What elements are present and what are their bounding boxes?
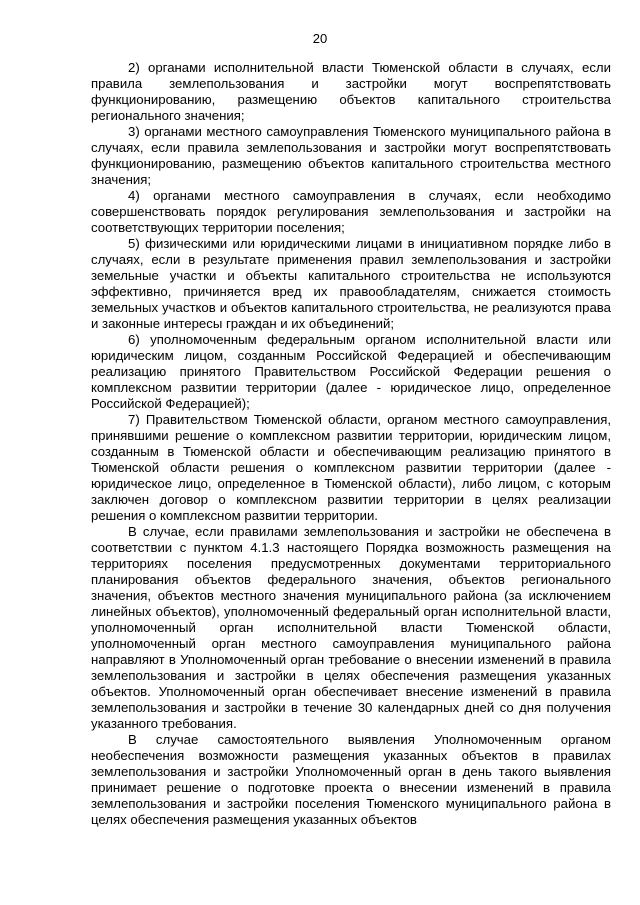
paragraph-item-6: 6) уполномоченным федеральным органом исполнительной власти или юридическим лицом, созданным Российской Федерацией и обеспечивающим реализацию принятого Правительством Российской Федерации решения о комплексном развитии территории (далее - юридическое лицо, определенное Российской Федерацией); [91, 332, 611, 411]
paragraph-item-2: 2) органами исполнительной власти Тюменской области в случаях, если правила землепользования и застройки могут воспрепятствовать функционированию, размещению объектов капитального строительства регионального значения; [91, 60, 611, 123]
paragraph-item-7: 7) Правительством Тюменской области, органом местного самоуправления, принявшими решение о комплексном развитии территории, юридическим лицом, созданным в Тюменской области и обеспечивающим реализацию принятого в Тюменской области решения о комплексном развитии территории (далее - юридическое лицо, определенное в Тюменской области), либо лицом, с которым заключен договор о комплексном развитии территории в целях реализации решения о комплексном развитии территории. [91, 412, 611, 523]
paragraph-federal-objects: В случае, если правилами землепользования и застройки не обеспечена в соответствии с пунктом 4.1.3 настоящего Порядка возможность размещения на территориях поселения предусмотренных документами территориального планирования объектов федерального значения, объектов регионального значения, объектов местного значения муниципального района (за исключением линейных объектов), уполномоченный федеральный орган исполнительной власти, уполномоченный орган исполнительной власти Тюменской области, уполномоченный орган местного самоуправления муниципального района направляют в Уполномоченный орган требование о внесении изменений в правила землепользования и застройки в целях обеспечения размещения указанных объектов. Уполномоченный орган обеспечивает внесение изменений в правила землепользования и застройки в течение 30 календарных дней со дня получения указанного требования. [91, 524, 611, 731]
paragraph-item-5: 5) физическими или юридическими лицами в инициативном порядке либо в случаях, если в результате применения правил землепользования и застройки земельные участки и объекты капитального строительства не используются эффективно, причиняется вред их правообладателям, снижается стоимость земельных участков и объектов капитального строительства, не реализуются права и законные интересы граждан и их объединений; [91, 236, 611, 331]
paragraph-self-detection: В случае самостоятельного выявления Уполномоченным органом необеспечения возможности размещения указанных объектов в правилах землепользования и застройки Уполномоченный орган в день такого выявления принимает решение о подготовке проекта о внесении изменений в правила землепользования и застройки поселения Тюменского муниципального района в целях обеспечения размещения указанных объектов [91, 732, 611, 827]
body-text [91, 60, 611, 828]
page-number: 20 [312, 31, 328, 46]
paragraph-item-3: 3) органами местного самоуправления Тюменского муниципального района в случаях, если правила землепользования и застройки могут воспрепятствовать функционированию, размещению объектов капитального строительства местного значения; [91, 124, 611, 187]
paragraph-item-4: 4) органами местного самоуправления в случаях, если необходимо совершенствовать порядок регулирования землепользования и застройки на соответствующих территории поселения; [91, 188, 611, 235]
